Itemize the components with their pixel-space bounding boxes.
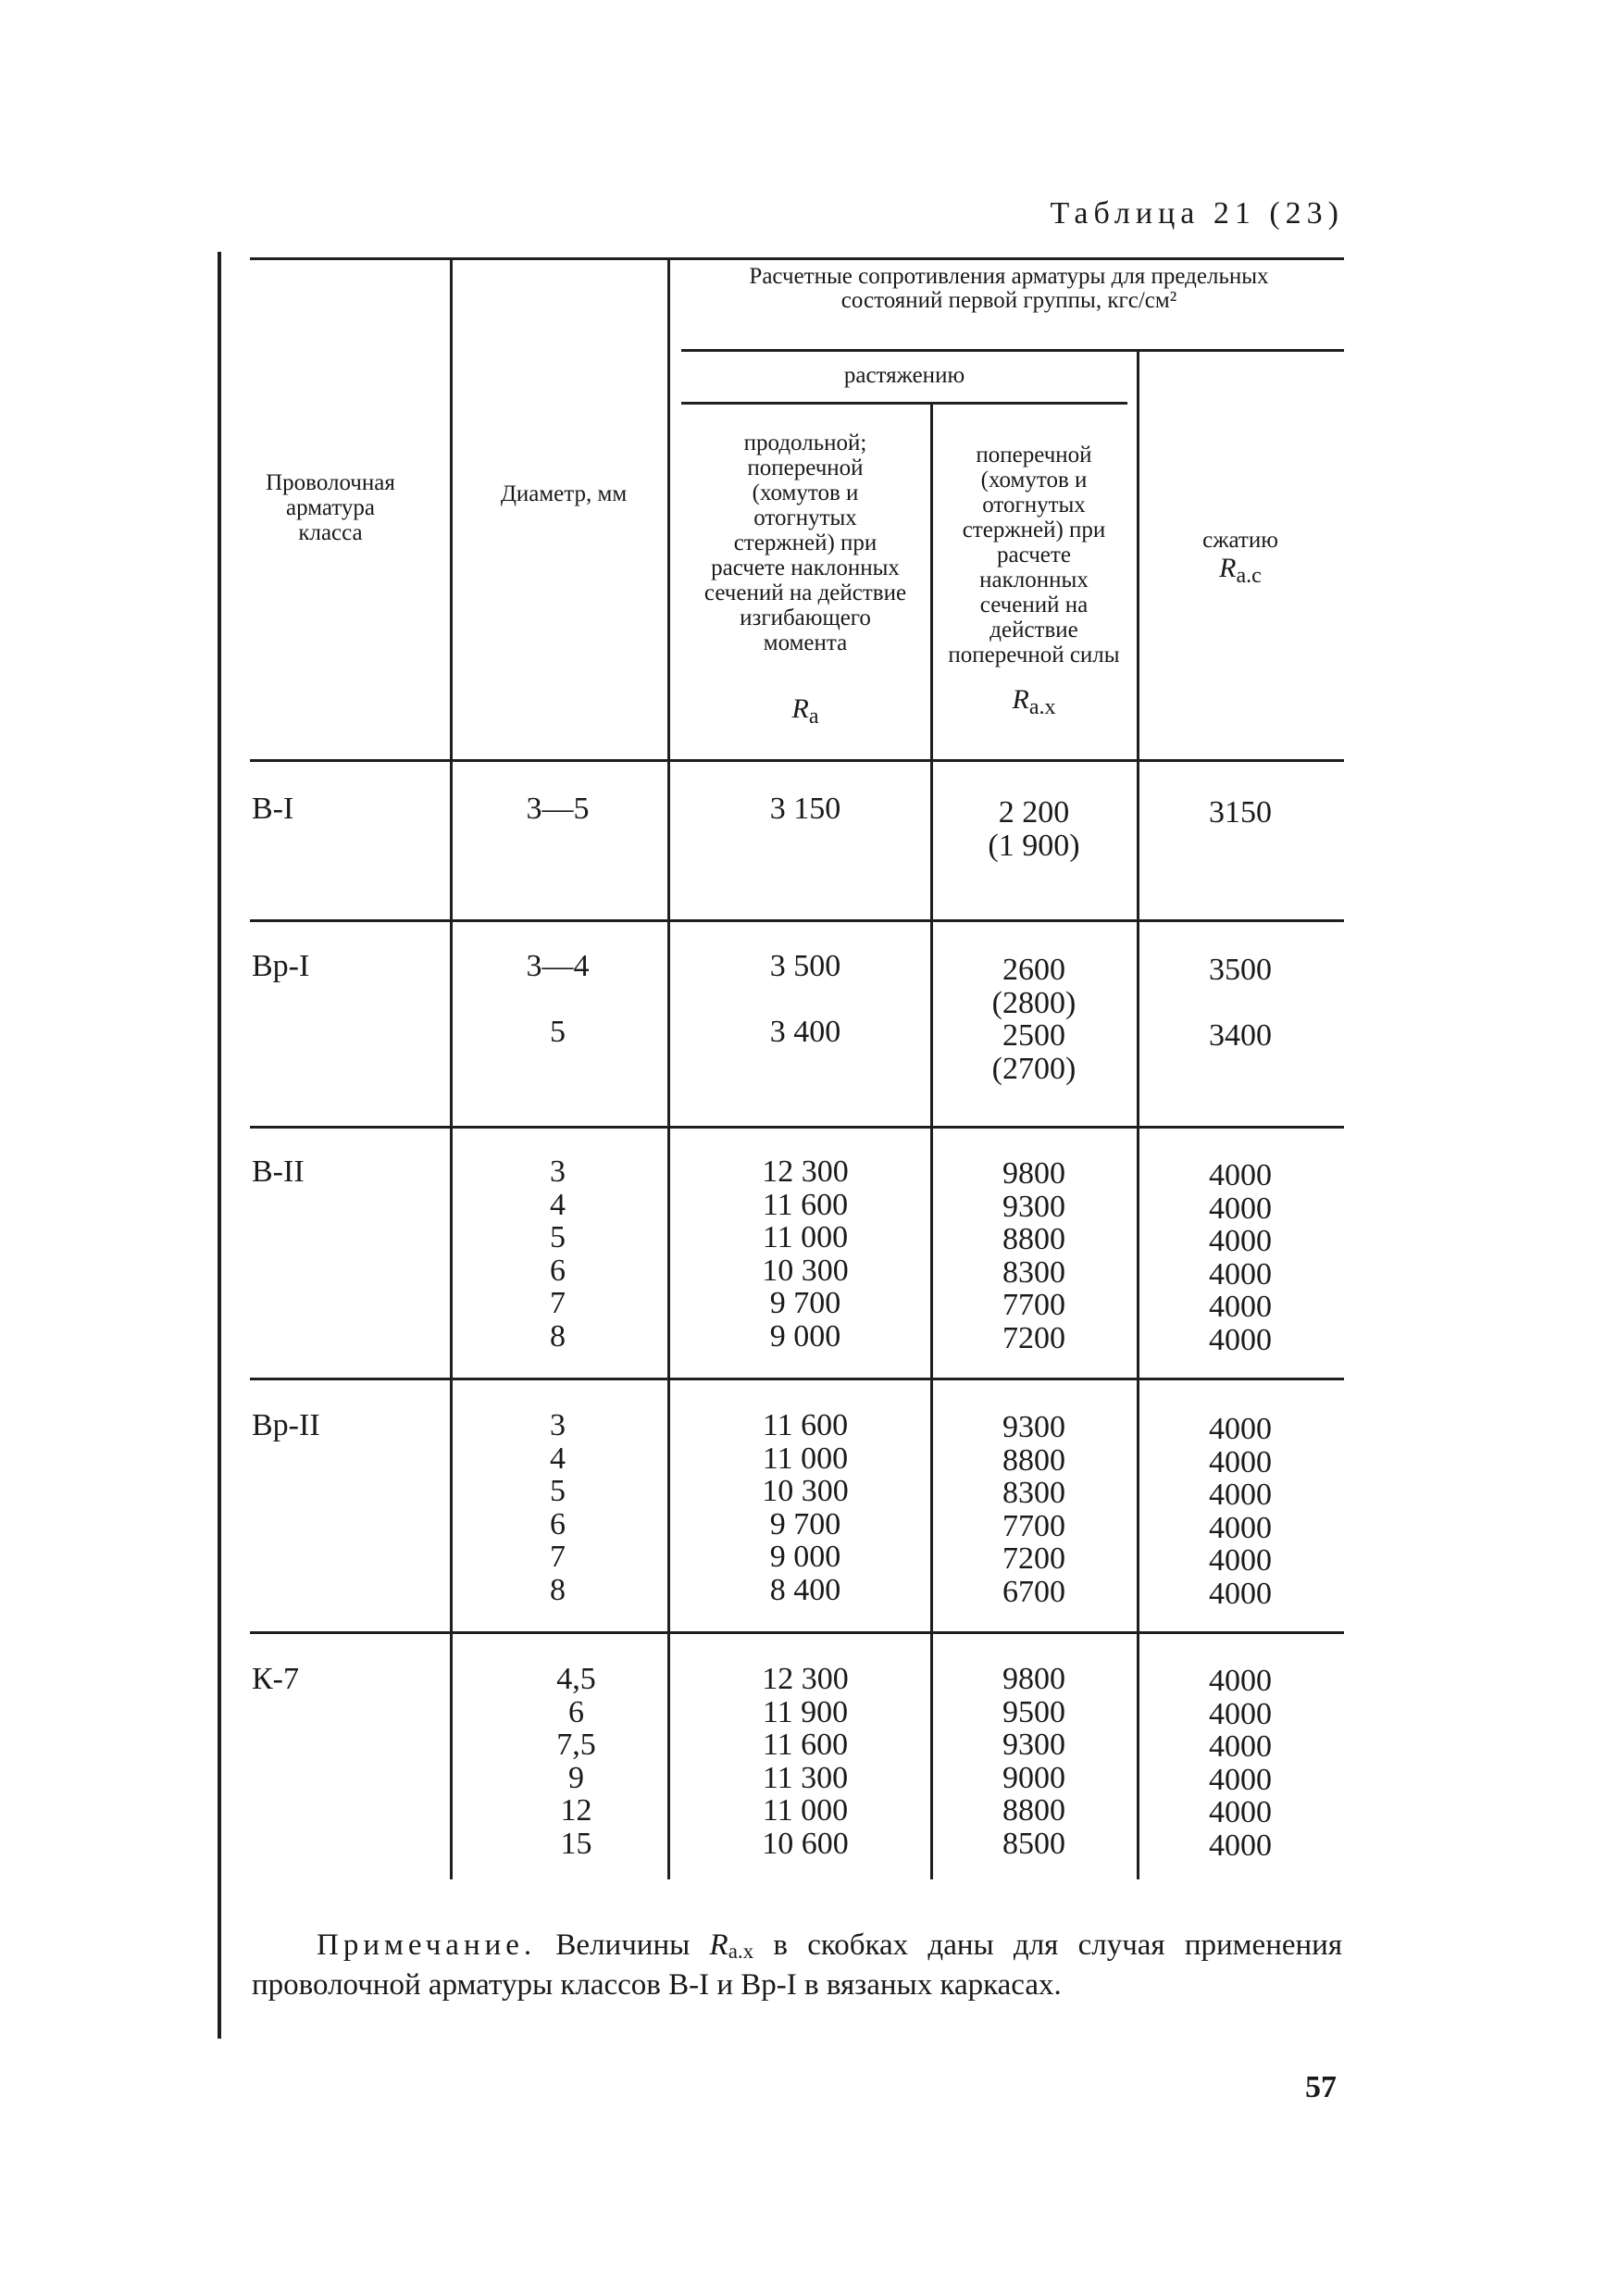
row-class: Вр-I bbox=[252, 949, 310, 983]
table-note bbox=[252, 1928, 1342, 2003]
row-ra: 11 600 11 000 10 300 9 700 9 000 8 400 bbox=[762, 1408, 849, 1607]
row-diameter: 3—5 bbox=[526, 792, 590, 826]
header-compression-symbol: $R_{а.с}$ bbox=[1219, 553, 1262, 588]
table-caption: Таблица 21 (23) bbox=[1050, 196, 1344, 231]
row-rax: 2 200 (1 900) bbox=[988, 795, 1080, 863]
row-diameter: 3 4 5 6 7 8 bbox=[550, 1408, 566, 1607]
row-class: К-7 bbox=[252, 1662, 299, 1696]
header-group-title: Расчетные сопротивления арматуры для предельных состояний первой группы, кгс/см² bbox=[749, 264, 1269, 313]
margin-bar bbox=[218, 252, 221, 2039]
row-diameter: 4,5 6 7,5 9 12 15 bbox=[556, 1662, 596, 1861]
row-class: Вр-II bbox=[252, 1408, 320, 1442]
row-ra: 3 150 bbox=[769, 792, 841, 826]
row-rax: 9800 9500 9300 9000 8800 8500 bbox=[1002, 1662, 1065, 1861]
row-diameter: 3 4 5 6 7 8 bbox=[550, 1154, 566, 1354]
row-rax: 9800 9300 8800 8300 7700 7200 bbox=[1002, 1156, 1065, 1355]
row-rac: 4000 4000 4000 4000 4000 4000 bbox=[1209, 1412, 1272, 1611]
header-transverse: поперечной (хомутов и отогнутых стержней) при расчете наклонных сечений на действие поперечной силы bbox=[948, 443, 1120, 668]
row-rac: 4000 4000 4000 4000 4000 4000 bbox=[1209, 1664, 1272, 1863]
row-rac: 4000 4000 4000 4000 4000 4000 bbox=[1209, 1158, 1272, 1357]
row-rax: 2600 (2800) 2500 (2700) bbox=[991, 953, 1077, 1086]
header-transverse-symbol: $R_{а.х}$ bbox=[1012, 684, 1056, 719]
note-symbol: Rа.х bbox=[709, 1928, 754, 1963]
header-tension: растяжению bbox=[843, 363, 965, 388]
header-diameter: Диаметр, мм bbox=[500, 481, 628, 506]
row-rac: 3150 bbox=[1209, 795, 1272, 830]
header-longitudinal: продольной; поперечной (хомутов и отогнутых стержней) при расчете наклонных сечений на действие изгибающего момента bbox=[703, 430, 907, 655]
row-rax: 9300 8800 8300 7700 7200 6700 bbox=[1002, 1410, 1065, 1609]
row-ra: 3 500 3 400 bbox=[769, 949, 841, 1049]
page-number: 57 bbox=[1305, 2070, 1337, 2104]
note-text-before: Величины bbox=[555, 1928, 691, 1962]
header-compression: сжатию bbox=[1202, 528, 1278, 553]
note-text-after: в скобках даны для случая применения проволочной арматуры классов В-I и Вр-I в вязаных каркасах. bbox=[252, 1928, 1342, 2002]
note-label: Примечание. bbox=[317, 1928, 537, 1962]
header-class: Проволочная арматура класса bbox=[266, 470, 395, 545]
row-class: В-II bbox=[252, 1154, 305, 1189]
row-diameter: 3—4 5 bbox=[526, 949, 590, 1049]
row-rac: 3500 3400 bbox=[1209, 953, 1272, 1053]
header-longitudinal-symbol: $R_а$ bbox=[791, 693, 819, 729]
row-ra: 12 300 11 900 11 600 11 300 11 000 10 600 bbox=[762, 1662, 849, 1861]
row-class: В-I bbox=[252, 792, 294, 826]
row-ra: 12 300 11 600 11 000 10 300 9 700 9 000 bbox=[762, 1154, 849, 1354]
